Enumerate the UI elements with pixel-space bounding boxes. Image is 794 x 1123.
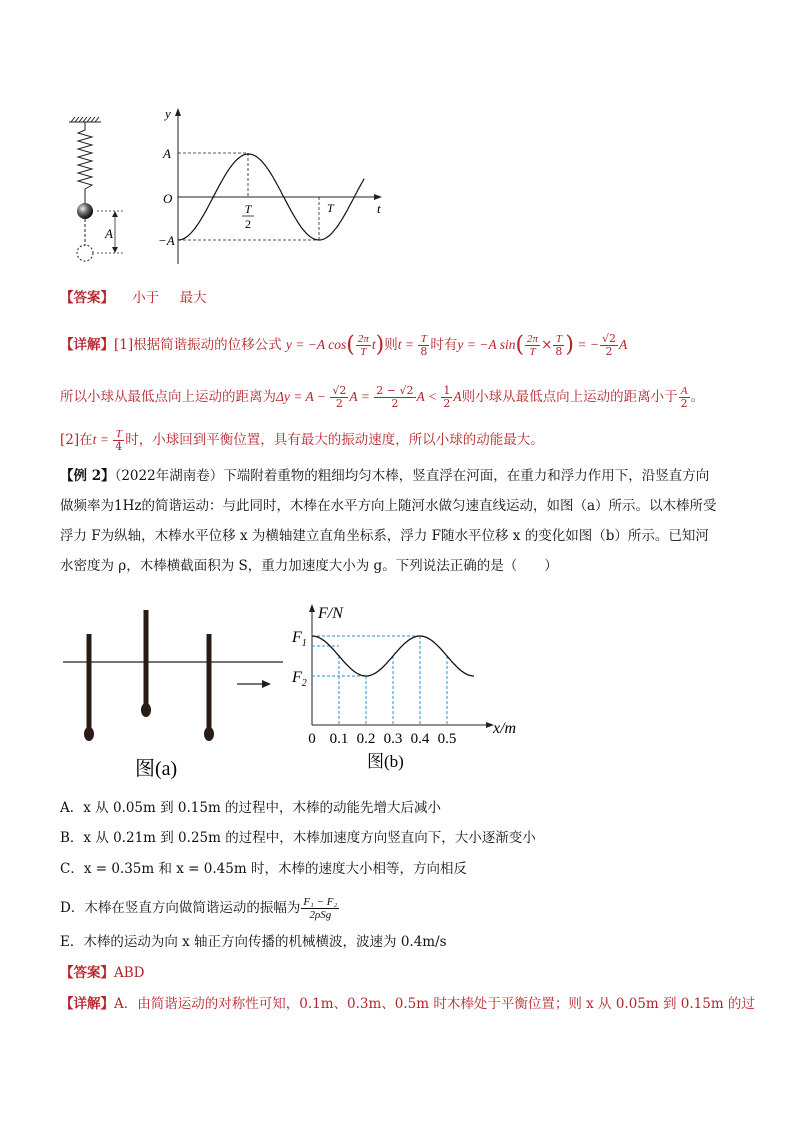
ball-lowest-position [77,245,93,261]
detail-line-1: 【详解】[1]根据简谐振动的位移公式 y = −A cos( $\frac{2\pi}{T}$ t)则t = $\frac{T}{8}$ 时有y = −A sin( $\frac{2\pi}{T}$ × $\frac{T}{8}$ ) = − $\frac{√2}{2}$ A [60,332,628,358]
answer-label: 【答案】 [60,290,114,306]
y-axis-label: y [165,106,171,121]
x-tick-label: 0.1 [329,731,349,747]
option-d-text: D．木棒在竖直方向做简谐运动的振幅为 [60,900,301,916]
caption-b: 图(b) [367,752,404,771]
detail2-text: A．由简谐运动的对称性可知，0.1m、0.3m、0.5m 时木棒处于平衡位置；则 x 从 0.05m 到 0.15m 的过 [114,996,755,1012]
stick-force-figure [55,600,535,785]
ball [77,203,93,219]
answer2-label: 【答案】 [60,965,114,981]
detail-text: [1]根据简谐振动的位移公式 [114,337,282,353]
x-tick-label: 0.5 [437,731,457,747]
stick-3 [204,634,214,741]
detail-text: 则小球从最低点向上运动的距离小于 [461,389,678,405]
spring-coil [78,122,92,204]
example2-line-3: 浮力 F为纵轴，木棒水平位移 x 为横轴建立直角坐标系，浮力 F随水平位移 x 的变化如图（b）所示。已知河 [60,528,709,544]
tick-T2-num: T [244,202,252,216]
fx-guides [312,636,447,725]
fraction-denominator: 2ρSg [309,909,332,921]
tick-T: T [327,201,334,215]
detail-text: 所以小球从最低点向上运动的距离为 [60,389,276,405]
answer2-value: ABD [114,965,145,981]
fraction-numerator: F₁ − F₂ [303,896,338,908]
x-tick-label: 0 [308,731,316,747]
example2-line-4: 水密度为 ρ，木棒横截面积为 S，重力加速度大小为 g。下列说法正确的是（ ） [60,558,558,574]
x-axis-label: x/m [493,720,517,737]
f-axis-label: F/N [318,605,343,622]
x-tick-label: 0.3 [383,731,403,747]
example2-line-1 [60,466,709,486]
force-curve [312,636,474,676]
example2-text: （2022年湖南卷）下端附着重物的粗细均匀木棒，竖直浮在河面，在重力和浮力作用下，沿竖直方向 [114,468,710,484]
detail-label: 【详解】 [60,337,114,353]
answer-line-2 [60,963,145,983]
option-a: A．x 从 0.05m 到 0.15m 的过程中，木棒的动能先增大后减小 [60,800,442,816]
tick-origin: O [163,191,173,206]
x-tick-label: 0.2 [356,731,376,747]
example2-line-2: 做频率为1Hz的简谐运动：与此同时，木棒在水平方向上随河水做匀速直线运动，如图（a）所示。以木棒所受 [60,498,717,514]
spring-graph-figure [55,100,395,270]
example2-label: 【例 2】 [60,468,115,484]
caption-a: 图(a) [135,758,178,780]
stick-2 [141,610,151,717]
detail2-label: 【详解】 [60,996,114,1012]
tick-A: A [163,146,171,161]
spring-ceiling [69,117,101,122]
option-e: E．木棒的运动为向 x 轴正方向传播的机械横波，波速为 0.4m/s [60,934,447,950]
x-tick-label: 0.4 [410,731,430,747]
spring-amplitude-label: A [105,226,113,241]
F1-label: $F_1$ [292,629,307,649]
option-d [60,896,340,921]
answer-value-2: 最大 [179,290,207,306]
detail-line-2: 所以小球从最低点向上运动的距离为Δy = A − $\frac{√2}{2}$ A = $\frac{2 - √2}{2}$ A < $\frac{1}{2}$ A则小球从最低点向上运动的距离小于 $\frac{A}{2}$ 。 [60,384,705,410]
stick-1 [84,634,94,741]
tick-negA: −A [158,233,175,248]
option-b: B．x 从 0.21m 到 0.25m 的过程中，木棒加速度方向竖直向下，大小逐渐变小 [60,830,536,846]
t-axis-label: t [377,201,381,216]
answer-line-1 [60,288,207,308]
detail-text: [2]在 [60,432,93,448]
tick-T2-den: 2 [245,217,251,231]
detail-text: 时，小球回到平衡位置，具有最大的振动速度，所以小球的动能最大。 [125,432,544,448]
detail2-line [60,994,755,1014]
amplitude-fraction [301,896,339,921]
answer-value-1: 小于 [132,290,160,306]
detail-line-3: [2]在t = $\frac{T}{4}$ 时，小球回到平衡位置，具有最大的振动速度，所以小球的动能最大。 [60,428,544,453]
detail-text: 则 [384,337,398,353]
x-tick-labels [308,731,456,747]
detail-text: 时有 [430,337,458,353]
F2-label: $F_2$ [292,669,307,689]
option-c: C．x = 0.35m 和 x = 0.45m 时，木棒的速度大小相等，方向相反 [60,861,467,877]
